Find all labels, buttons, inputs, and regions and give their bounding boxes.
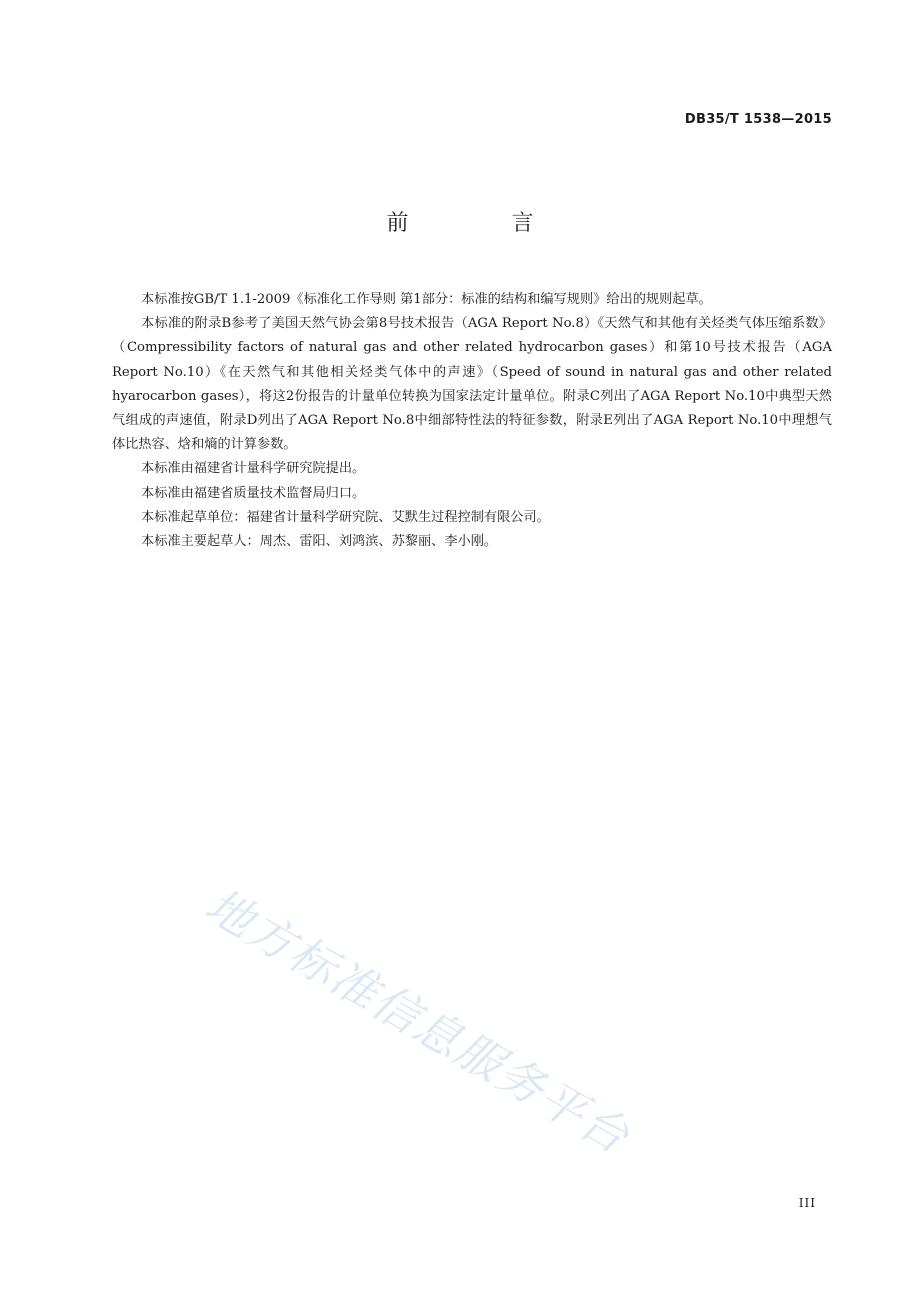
paragraph-annex-references: 本标准的附录B参考了美国天然气协会第8号技术报告（AGA Report No.8）《天然气和其他有关烃类气体压缩系数》（Compressibility factors of natural gas and other related hydrocarbon gases）和第10号技术报告（AGA Report No.10）《在天然气和其他相关烃类气体中的声速》（Speed of sound in natural gas and other related hyarocarbon gases），将这2份报告的计量单位转换为国家法定计量单位。附录C列出了AGA Report No.10中典型天然气组成的声速值，附录D列出了AGA Report No.8中细部特性法的特征参数，附录E列出了AGA Report No.10中理想气体比热容、焓和熵的计算参数。 xyxy=(112,316,832,453)
paragraph-drafters: 本标准主要起草人：周杰、雷阳、刘鸿滨、苏黎丽、李小刚。 xyxy=(141,534,498,550)
paragraph-drafting-units: 本标准起草单位：福建省计量科学研究院、艾默生过程控制有限公司。 xyxy=(141,509,550,525)
paragraph-drafting-rules: 本标准按GB/T 1.1-2009《标准化工作导则 第1部分：标准的结构和编写规则》给出的规则起草。 xyxy=(141,292,712,307)
page-title: 前 言 xyxy=(386,211,582,236)
paragraph-proposer: 本标准由福建省计量科学研究院提出。 xyxy=(141,461,366,477)
watermark: 地方标准信息服务平台 xyxy=(196,877,640,1165)
standard-code: DB35/T 1538—2015 xyxy=(684,112,832,127)
paragraph-administrator: 本标准由福建省质量技术监督局归口。 xyxy=(141,485,366,501)
foreword-body xyxy=(112,288,832,554)
page-number: III xyxy=(798,1196,816,1210)
